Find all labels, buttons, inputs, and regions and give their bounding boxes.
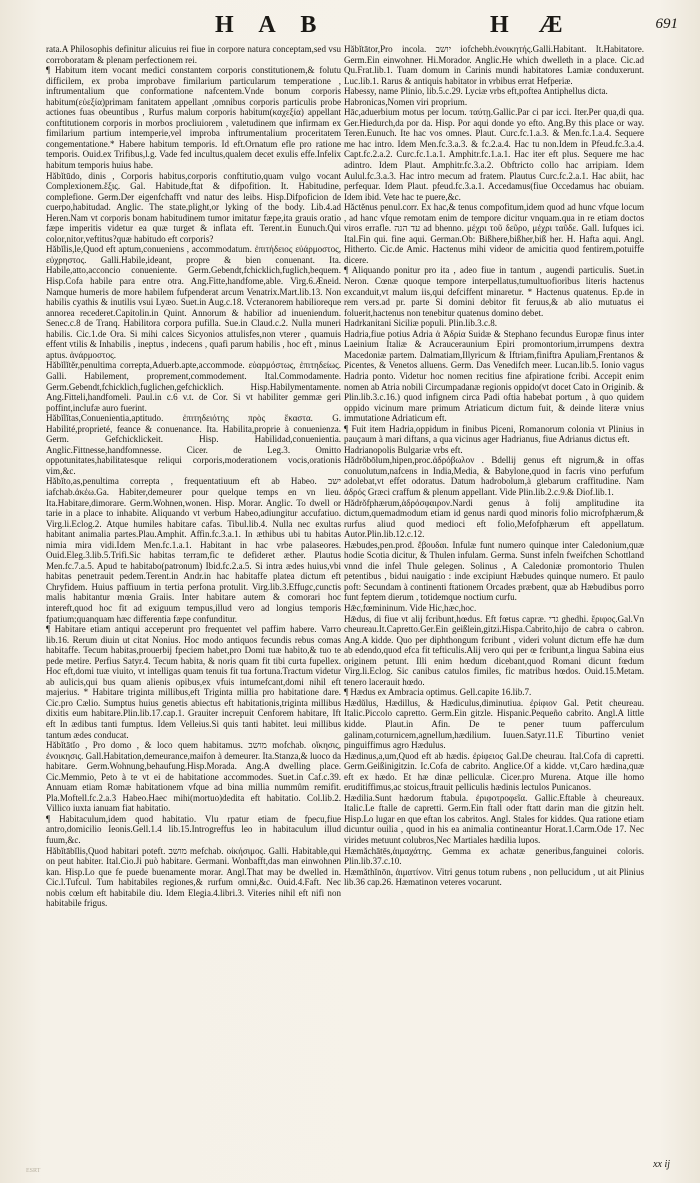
entry-hactenus-ita: ¶ Aliquando ponitur pro ita , adeo fiue in tantum , augendi particulis. Suet.in Neron. Cœnæ quoque tempore interpellatus,tumultuofioribus literis hactenus excanduit,vt malum iis,qui defciffent minaretur. * Hactenus quatenus. Ep.de in rem vers.ad pr. parte Si domini debitor fit feruus,& ab alio mutuatus ei foluerit,hactenus non tenebitur quatenus domino debet. xyxy=(344,265,644,318)
header-right-word: H Æ xyxy=(490,12,575,38)
entry-habessus: Habessy, name Plinio, lib.5.c.29. Lyciæ vrbs eft,poftea Antiphellus dicta. xyxy=(344,86,608,97)
left-column xyxy=(46,44,341,1154)
entry-hadrobolum: Hădrŏbōlum,hipen,proc.ἁδρόβωλον . Bdellij genus eft nigrum,& in offas conuolutum,nafcens in India,Media, & Babylone,quod in facris vino perfufum adolebat,vt effet odoratus. Datum hadrobolum,à glebarum craffitudine. Nam ἁδρός Græci craffum & plenum appellant. Vide Plin.lib.2.c.9.& Diof.lib.1. xyxy=(344,455,644,497)
library-stamp: ESRT xyxy=(26,1168,41,1174)
entry-haemachates: Hæmăchātēs,ἁιμαχάτης. Gemma ex achatæ generibus,fanguinei coloris. Plin.lib.37.c.10. xyxy=(344,845,644,867)
entry-habitudo: Hăbĭtūdo, dinis , Corporis habitus,corporis conftitutio,quam vulgo vocant Complexionem.ἕξις. Gal. Habitude,ftat & difpofition. It. Habitudine, complefione. Germ.Der eigenfchafft vnd natur des leibs. Hisp.Difpoficion de cuerpo,habitudad. Anglic. The state,plight,or lyking of the body. Lib.4.ad Heren.Nam vt corporis bonam habitudinem tumor imitatur fæpe,ita grauis oratio fæpe imperitis videtur ea quæ turget & inflata eft. Terent.in Eunuch.Qui color,nitor,veftitus?quæ habitudo eft corporis? xyxy=(46,170,341,244)
entry-habitus-medici: ¶ Habitum item vocant medici constantem corporis constitutionem,& folutu difficilem, ex proba improbave fimilarium particularum temperatione , inftrumentalium que conformatione nafcentem.Vnde bonum corporis habitum(εὐεξία)primam fanitatem appellant ,omnibus corporis particulis probe actiones fuas obeuntibus , Rurfus malum corporis habitum(καχεξία) appellant conftitutionem corporis in morbos procliuiorem , valetudinem que infirmam ex fimilarium partium intemperie,vel improba inftrumentalium proceritatem congementatione.* Habere habitum temporis. Id eft.Ornatum efle pro ratione temporis. Ouid.ex Trifibus,l.g. Vade fed incultus,qualem decet exulis effe.Infelix habitum temporis huius habe. xyxy=(46,65,341,171)
entry-habilitas: Hăbĭlĭtas,Conuenientia,aptitudo. ἐπιτηδειότης πρὸς ἕκαστα. G. Habilité,proprieté, feance & conuenance. Ita. Habilita,proprie à conuenienza. Germ. Gefchicklickeit. Hisp. Habilidad,conuenientia. Anglic.Fittnesse,handfomnesse. Cicer. de Leg.3. Omitto oppotunitates,habilitatesque reliqui corporis,moderationem vocis,orationis vim,&c. xyxy=(46,413,341,476)
entry-haematinon: Hæmăthĭnōn, ἁιματίνον. Vitri genus totum rubens , non pellucidum , ut ait Plinius lib.36 cap.26. Hæmatinon veteres vocarunt. xyxy=(344,866,644,888)
catchword: xx ij xyxy=(653,1159,670,1170)
header-left-word: H A B xyxy=(215,12,327,38)
entry-haedinus: Hædinus,a,um,Quod eft ab hædis. ἐρίφειος Gal.De cheurau. Ital.Cofa di capretti. Germ.Geißinigitzin. Ic.Cofa de cabrito. Anglice.Of a kidde. vt,Caro hædina,quæ eft ex hædo. Et hæ dinæ pelliculæ. Cicer.pro Murena. Atque ille homo eruditiffimus,ac stoicus,ftrauit pelliculis hædinis lectulos Punicanos. xyxy=(344,750,644,793)
entry-habilis: Hăbĭlis,le,Quod eft aptum,conueniens , accommodatum. ἐπιτήδειος εὐάρμοστος, εὐχρηστος. Galli.Habile,ideant, propre & bien conuenant. Ita. Habile,atto,acconcio conueniente. Germ.Gebendt,fchicklich,fuglich,bequem. Hisp.Cofa habile para entre otra. Ang.Fitte,handfome,able. Virg.6.Æneid. Namque humeris de more habilem fufpenderat arcum Venatrix.Mart.lib.13. Non habilis cyathis & inutilis vsui Lyæo. Suet.in Aug.c.18. Vcteranorem habilioreque annorea recederet.Capitolin.in Quint. Annorum & habilior ad inueniendum. Senec.c.8 de Tranq. Habilitora corpora pufilla. Sue.in Claud.c.2. Nulla muneri habilis. Cic.1.de Ora. Si mihi calces Sicyonios attulisfes,non vterer , quamuis effent vtilis & Inhabilis , ineptus , indecens , quafi parum habilis , hoc eft , minus aptus. ἀνάρμοστος. xyxy=(46,244,341,360)
entry-hadria: Hadria,fiue potius Adria ἁ Ἀδρία Suidæ & Stephano fecundus Europæ finus inter Laeinium Italiæ & Acrauceraunium Epiri promontorium,irrumpens dextra Macedoniæ partem. Dalmatiam,Illyricum & Iftriam,finiftra Apuliam,Frentanos & Picentes, & Venetos alluens. Germ. Das Venedifch meer. Lucan.lib.5. Ionio vagus Hadria ponto. Videtur hoc nomen recitius fine afpiratione fcribi. Accepit enim nomen ab Atria nobili Circumpadanæ regionis oppido(vt docet Cato in Originib. & Plin.lib.3.c.16.) quod infignem circa Padi oftia habebat portum , à quo quidem oppido vicinum mare primum Atriaticum dictum fuit, & deinde literæ vnius immutatione Adriaticum eft. xyxy=(344,328,644,424)
entry-hadranitani: Hadrkanitani Siciliæ populi. Plin.lib.3.c.8. xyxy=(344,318,498,329)
entry-habito: Hăbĭto,as,penultima correpta , frequentatiuum eft ab Habeo. ישב iafchab.ἀκἐω.Ga. Habiter,demeurer pour quelque temps en vn lieu. Ita.Habitare,dimorare. Germ.Wohnen,wonen. Hisp. Morar. Anglic. To dwell or tarie in a place to inhabite. Aliquando vt verbum Habeo,adiungitur accufatiuo. Virg.li.Eclog.2. Atque humiles habitare cafas. Tibul.lib.4. Nulla nec exultas habitant animalia partes.Plau.Amphit. Affin.fc.3.a.1. In æthibus ubi tu habitas nimia mira vidi.Idem Men.fc.1.a.1. Habitant in hac vrbe palaseores. Ouid.Eleg.3.lib.5.Trifi.Sic habitas terram,fic te defideret æther. Plautus Men.fc.7.a.5. Apud te habitabo(patronum) Ibid.fc.2.a.5. Si intra ædes huius,vbi habitas penetrauit pedem.Terent.in Andr.in hac habitaffe platea dictum eft Chryfidem. Huius paffiuum in tertia perfona protulit. Virg.lib.3.Effugc,cunctis malis habitantur mœnia Graiis. Inter habitare autem & comorari hoc intereft,quod hoc fit ad exiguum tempus,illud vero ad longius temporis fpatium;quanquam hæc differentia fæpe confunditur. xyxy=(46,476,341,624)
entry-hactenus: Hăctĕnus penul.corr. Ex hac,& tenus compofitum,idem quod ad hunc vfque locum , ad hanc vfque remotam enim de tempore dicitur vnquam.qua in re etiam doctos viros errafle. עד הנה ad bhenno. μέχρι τοῦ δεῦρο, μέχρι ταῦδε. Gall. Iufques ici. Ital.Fin qui. fine aqui. German.Ob: Bißhere,bißher,biß her. H. Hafta aqui. Angl. Hitherto. Cic.de Amic. Hactenus mihi videor de amicitia quod fentirem,potuiffe dicere. xyxy=(344,202,644,265)
entry-habitabilis: Hăbĭtābĭlis,Quod habitari poteft. מושב mefchab. οἰκήσιμος. Galli. Habitable,qui on peut habiter. Ital.Cio.Ji può habitare. Germani. Wonbafft,das man einwohnen kan. Hisp.Lo que fe puede buenamente morar. Angl.That may be dwelled in. Cic.l.Tufcul. Tum habitabiles regiones,& rurfum omni,&c. Ouid.4.Faft. Nec nobis cœlum eft habitabile diu. Idem Elegia.4.libri.3. Viteries nihil eft nifi non habitabile frigus. xyxy=(46,845,341,909)
entry-habitaculum: ¶ Habitaculum,idem quod habitatio. Vlu rpatur etiam de fpecu,fiue antro,domicilio Ieonis.Gell.1.4 lib.15.Introgreffus leo in habitaculum illud fuum,&c. xyxy=(46,813,341,846)
entry-haedus: Hǣdus, di fiue vt alij fcribunt,hœdus. Eft fœtus capræ. גדי ghedhi. ἔριφος.Gal.Vn cheureau.It.Capretto.Ger.Ein geißlein,gitzi.Hispa.Cabrito,hijo de cabra o cabron. Ang.A kidde. Quo per diphthongum fcribunt , videri volunt dictum effe hæ dum ab edendo,quod efca fit tefticulis.Alij vero qui per œ fcribunt,a lingua Sabina eius originem petunt. Illi enim hœdum dicebant,quod Romani dicunt fœdum Virg.li.Eclog. Sic canibus catulos fimiles, fic matribus hœdos. Ouid.15.Metam. tenero lacerauit hœdo. xyxy=(344,613,644,687)
entry-hadrianopolis: Hadrianopolis Bulgariæ vrbs eft. xyxy=(344,444,463,455)
entry-habronicas: Habronicas,Nomen viri proprium. xyxy=(344,96,468,107)
entry-haec: Hǣc,fœmininum. Vide Hic,hæc,hoc. xyxy=(344,602,477,613)
entry-habitus-continuation: rata.A Philosophis definitur alicuius rei fiue in corpore natura conceptam,sed vsu corroboratam & plenam perfectionem rei. xyxy=(46,44,341,65)
entry-haedulus: Hædŭlus, Hædillus, & Hædiculus,diminutiua. ἐρίφιον Gal. Petit cheureau. Italic.Piccolo capretto. Germ.Ein gitzle. Hispanic.Pequeño cabrito. Angl.A little kidde. Plaut.in Afin. De te pener tuum pafferculum galinam,coturnicem,agnellum,hædilium. Iuuen.Satyr.11.E Tiburtino veniet pinguiffimus agro Hædulus. xyxy=(344,697,644,751)
entry-hac: Hāc,aduerbium motus per locum. ταύτῃ.Gallic.Par ci par icci. Iter.Per qua,di qua. Ger.Hiedurch,da por da. Hisp. Por aqui donde yo efto. Ang.By this place or way. Teren.Eunuch. Ite hac vos omnes. Plaut. Curc.fc.1.a.3. & Men.fc.1.a.4. Sequere me hac intro. Idem Men.fc.3.a.3. & fc.2.a.4. Hac tu non.Idem in Pfeud.fc.3.a.4. Capt.fc.2.a.2. Curc.fc.1.a.1. Amphitr.fc.1.a.1. Hac iter eft plus. Sequere me hac adintro. Idem Plaut. Amphitr.fc.3.a.2. Obftricto collo hac arripiam. Idem Aulul.fc.3.a.3. Hac intro mecum ad fratem. Plautus Curc.fc.2.a.1. Hac abiit, hac perfequar. Idem Plaut. pfeud.fc.3.a.1. Accedamus(fiue Occedamus hac obuiam. Idem ibid. Vete hac te puere,&c. xyxy=(344,107,644,202)
entry-hadria-oppidum: ¶ Fuit item Hadria,oppidum in finibus Piceni, Romanorum colonia vt Plinius in pauçaum à mari diftans, a qua vicinus ager Hadrianus, fiue Adrianus dictus eft. xyxy=(344,423,644,445)
entry-habitare-antiqui: ¶ Habitare etiam antiqui acceperunt pro frequentet vel paffim habere. Varro lib.16. Rerum diuin ut citat Nonius. Hoc modo antiquos fecundis rebus comas habitaffe. Tecum habitas,prouerbij fpeciem habet,pro Domi tuæ habito,& tuo te pede metire. Perfius Satyr.4. Tecum habita, & noris quam fit tibi curta fupellex. Hoc eft,domi tuæ viuito, vt intelligas quam tenuis fit tua fortuna.Tractum videtur ab aulicis,qui bus quam alienis opibus,ex vfuis intumefcant,domi nihil eft majerius. * Habitare triginta millibus,eft Triginta millia pro habitatione dare. Cic.pro Cælio. Sumptus huius genetis abiectus eft habitationis,triginta millibus dixitis eum habitare.Plin.lib.17.cap.1. Grauiter increpuit Cenforem habitare, Ift eft In ædibus tanti fumptus. Idem Velleius.Si quis tanti habitet. leui millibus tantum ædes conducat. xyxy=(46,624,341,740)
page-number: 691 xyxy=(655,16,678,32)
entry-haedus-ambracia: ¶ Hædus ex Ambracia optimus. Gell.capite 16.lib.7. xyxy=(344,687,532,698)
entry-habitator: Hăbĭtātor,Pro incola. יושב iofchebh.ἐνοικητής.Galli.Habitant. It.Habitatore. Germ.Ein einwohner. Hi.Morador. Anglic.He which dwelleth in a place. Cic.ad Qu.Frat.lib.1. Tuam domum in Carinis mundi habitatores Lamiæ conduxerunt. Luc.lib.1. Rarus & antiquis habitator in vrbibus errat Hefperiæ. xyxy=(344,44,644,86)
entry-hadrosphaerum: Hădrŏfphærum,ἁδρόσφαιρον.Nardi genus à folij amplitudine ita dictum,quemadmodum etiam id genus nardi quod minoris folio microfphærum,& rurfus aliud quod medioci eft folio,Mefofphærum eft appellatum. Autor.Plin.lib.12.c.12. xyxy=(344,497,644,540)
entry-habitatio: Hăbĭtātĭo , Pro domo , & loco quem habitamus. מושב mofchab. οἴκησις, ἐνοικησις. Gall.Habitation,demeurance,maifon à demeurer. Ita.Stanza,& luoco da habitare. Germ.Wohnung,behaufung.Hisp.Morada. Ang.A dwelling place. Cic.Memmio, Peto à te vt ei de habitatione accommodes. Suet.in Caf.c.39. Annuam etiam Romæ habitationem vfque ad bina millia nummûm remifit. Pla.Moftell.fc.2.a.3 Habeo.Haec mihi(mortuo)dedita eft habitatio. Col.lib.2. Villico iuxta ianuam fiat habitatio. xyxy=(46,740,341,814)
right-column xyxy=(344,44,644,1139)
running-header xyxy=(40,12,678,42)
entry-habiliter: Hăbĭlĭtĕr,penultima correpta,Aduerb.apte,accommode. εὐαρμόστως, ἐπιτηδείως. Galli. Habilement, proprement,commodement. Ital.Commodamente. Germ.Gebendt,fchicklich,fuglichen,gefchicklich. Hisp.Habilymentamente. Ang.Fitteli,handfomeli. Paul.in c.6 v.t. de Cor. Si vt habiliter gemmæ geri poffint,inclufæ auro fuerint. xyxy=(46,360,341,413)
entry-haedilia: Hædilia.Sunt hædorum ftabula. ἐριφοτροφεῖα. Gallic.Eftable à cheureaux. Italic.Le ftalle de capretti. Germ.Ein ftall oder ftatt darin man die gitzin helt. Hisp.Lo lugar en que eftan los cabritos. Angl. Stales for kiddes. Qua ratione etiam dicuntur ouilia , quod in his ea animalia contineantur Horat.1.Carm.Ode 17. Nec virides metuunt colubros,Nec Martiales hædilia lupos. xyxy=(344,792,644,846)
entry-haebudes: Hæbudes,pen.prod. ἔβουδαι. Infulæ funt numero quinque inter Caledonium,quæ hodie Scotia dicitur, & Thulen infulam. Germa. Sunst infeln fweifchen Schottland vnnd die infel Thule gelegen. Solinus , A Caledoniæ promontorio Thulen petentibus , bidui nauigatio : inde excipiunt Hæbudes quinque numero. Et paulo poft: Secundam à continenti ftationem Orcades præbent, quæ ab Hæbudibus porro funt feptem dierum , totidemque noctium curfu. xyxy=(344,539,644,603)
